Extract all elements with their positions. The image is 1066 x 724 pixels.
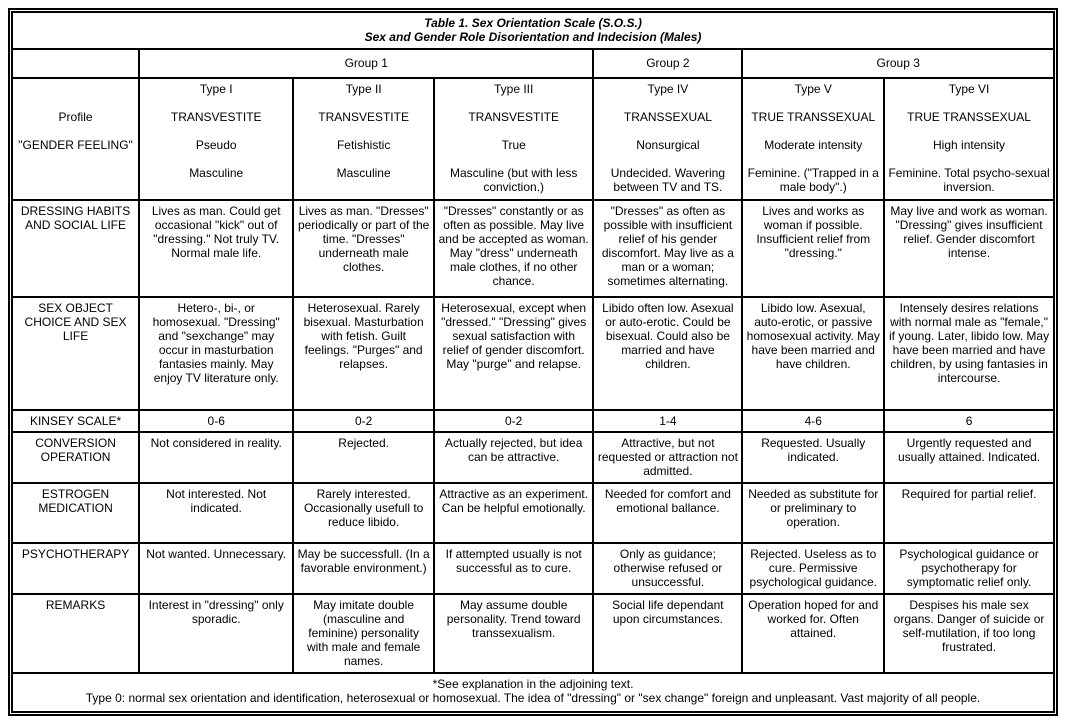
footnote-line-1: *See explanation in the adjoining text.	[432, 676, 634, 691]
footnote-line-2: Type 0: normal sex orientation and identification, heterosexual or homosexual. The idea of "dressing" or "sex change" foreign and unpleasant. Vast majority of all people.	[85, 690, 981, 705]
table-cell: 0-2	[293, 410, 434, 433]
table-cell: Lives and works as woman if possible. Insufficient relief from "dressing."	[742, 200, 884, 297]
table-cell: Heterosexual. Rarely bisexual. Masturbation with fetish. Guilt feelings. "Purges" and relapses.	[293, 297, 434, 410]
row-header-sex-object-choice: SEX OBJECT CHOICE AND SEX LIFE	[12, 297, 139, 410]
type-label: Type III	[494, 81, 534, 96]
type-feeling: Masculine	[336, 165, 391, 180]
profile-cell-type-1	[139, 78, 293, 200]
type-name: TRUE TRANSSEXUAL	[751, 109, 876, 124]
title-line-2: Sex and Gender Role Disorientation and Indecision (Males)	[364, 30, 702, 44]
table-cell: If attempted usually is not successful as to cure.	[434, 543, 593, 593]
table-cell: Despises his male sex organs. Danger of suicide or self-mutilation, if too long frustrated.	[884, 594, 1054, 673]
table-cell: 6	[884, 410, 1054, 433]
group-2-header: Group 2	[593, 49, 742, 78]
row-header-remarks: REMARKS	[12, 594, 139, 673]
type-subtype: Nonsurgical	[636, 137, 700, 152]
group-header-row	[12, 49, 1054, 78]
table-cell: Not considered in reality.	[139, 432, 293, 482]
type-subtype: True	[501, 137, 526, 152]
row-header-dressing-habits: DRESSING HABITS AND SOCIAL LIFE	[12, 200, 139, 297]
title-line-1: Table 1. Sex Orientation Scale (S.O.S.)	[424, 16, 642, 30]
table-cell: Libido often low. Asexual or auto-erotic. Could be bisexual. Could also be married and have children.	[593, 297, 742, 410]
type-label: Type V	[794, 81, 832, 96]
table-outer-border	[8, 8, 1058, 716]
table-cell: Rejected.	[293, 432, 434, 482]
table-cell: May live and work as woman. "Dressing" gives insufficient relief. Gender discomfort intense.	[884, 200, 1054, 297]
type-label: Type VI	[948, 81, 990, 96]
table-title	[12, 12, 1054, 49]
type-feeling: Feminine. Total psycho-sexual inversion.	[888, 165, 1050, 194]
sex-orientation-scale-table	[11, 11, 1055, 713]
type-name: TRUE TRANSSEXUAL	[907, 109, 1031, 124]
type-subtype: Pseudo	[195, 137, 237, 152]
type-subtype: High intensity	[933, 137, 1006, 152]
profile-row	[12, 78, 1054, 200]
table-cell: Interest in "dressing" only sporadic.	[139, 594, 293, 673]
table-cell: Actually rejected, but idea can be attractive.	[434, 432, 593, 482]
type-name: TRANSVESTITE	[318, 109, 409, 124]
table-cell: Hetero-, bi-, or homosexual. "Dressing" and "sexchange" may occur in masturbation fantasies mainly. May enjoy TV literature only.	[139, 297, 293, 410]
table-cell: Lives as man. "Dresses" periodically or part of the time. "Dresses" underneath male clothes.	[293, 200, 434, 297]
row-header-profile	[12, 78, 139, 200]
table-cell: Rarely interested. Occasionally usefull to reduce libido.	[293, 483, 434, 544]
type-name: TRANSSEXUAL	[623, 109, 712, 124]
table-cell: 0-2	[434, 410, 593, 433]
profile-cell-type-3	[434, 78, 593, 200]
table-cell: Requested. Usually indicated.	[742, 432, 884, 482]
type-feeling: Masculine (but with less conviction.)	[449, 165, 578, 194]
psychotherapy-row	[12, 543, 1054, 593]
table-cell: Not wanted. Unnecessary.	[139, 543, 293, 593]
table-cell: Only as guidance; otherwise refused or unsuccessful.	[593, 543, 742, 593]
table-cell: 1-4	[593, 410, 742, 433]
table-cell: Needed for comfort and emotional ballance.	[593, 483, 742, 544]
table-cell: Not interested. Not indicated.	[139, 483, 293, 544]
estrogen-medication-row	[12, 483, 1054, 544]
title-row	[12, 12, 1054, 49]
dressing-habits-row	[12, 200, 1054, 297]
table-cell: Intensely desires relations with normal male as "female," if young. Later, libido low. May have been married and have children, by using fantasies in intercourse.	[884, 297, 1054, 410]
profile-header-line-1: Profile	[58, 109, 93, 124]
type-label: Type IV	[647, 81, 689, 96]
row-header-psychotherapy: PSYCHOTHERAPY	[12, 543, 139, 593]
type-feeling: Feminine. ("Trapped in a male body".)	[747, 165, 879, 194]
profile-header-line-2: "GENDER FEELING"	[18, 137, 133, 152]
profile-cell-type-5	[742, 78, 884, 200]
table-cell: Operation hoped for and worked for. Often attained.	[742, 594, 884, 673]
remarks-row	[12, 594, 1054, 673]
group-1-header: Group 1	[139, 49, 593, 78]
table-cell: 0-6	[139, 410, 293, 433]
type-label: Type I	[199, 81, 233, 96]
table-cell: Urgently requested and usually attained. Indicated.	[884, 432, 1054, 482]
type-name: TRANSVESTITE	[468, 109, 560, 124]
group-header-empty-cell	[12, 49, 139, 78]
table-cell: Needed as substitute for or preliminary to operation.	[742, 483, 884, 544]
table-cell: Attractive as an experiment. Can be helpful emotionally.	[434, 483, 593, 544]
footnote-row	[12, 673, 1054, 712]
table-cell: "Dresses" as often as possible with insufficient relief of his gender discomfort. May live as a man or a woman; sometimes alternating.	[593, 200, 742, 297]
table-cell: May assume double personality. Trend toward transsexualism.	[434, 594, 593, 673]
table-cell: "Dresses" constantly or as often as possible. May live and be accepted as woman. May "dress" underneath male clothes, if no other chance.	[434, 200, 593, 297]
conversion-operation-row	[12, 432, 1054, 482]
type-name: TRANSVESTITE	[170, 109, 262, 124]
kinsey-scale-row	[12, 410, 1054, 433]
type-subtype: Fetishistic	[336, 137, 391, 152]
row-header-conversion-operation: CONVERSION OPERATION	[12, 432, 139, 482]
table-cell: Attractive, but not requested or attraction not admitted.	[593, 432, 742, 482]
row-header-estrogen-medication: ESTROGEN MEDICATION	[12, 483, 139, 544]
table-cell: May be successfull. (In a favorable environment.)	[293, 543, 434, 593]
table-cell: Rejected. Useless as to cure. Permissive psychological guidance.	[742, 543, 884, 593]
profile-cell-type-6	[884, 78, 1054, 200]
type-feeling: Undecided. Wavering between TV and TS.	[610, 165, 726, 194]
group-3-header: Group 3	[742, 49, 1054, 78]
type-label: Type II	[345, 81, 382, 96]
row-header-kinsey-scale: KINSEY SCALE*	[12, 410, 139, 433]
profile-cell-type-4	[593, 78, 742, 200]
table-cell: Required for partial relief.	[884, 483, 1054, 544]
table-cell: Libido low. Asexual, auto-erotic, or passive homosexual activity. May have been married and have children.	[742, 297, 884, 410]
type-feeling: Masculine	[189, 165, 244, 180]
table-cell: Heterosexual, except when "dressed." "Dressing" gives sexual satisfaction with relief of gender discomfort. May "purge" and relapse.	[434, 297, 593, 410]
table-cell: 4-6	[742, 410, 884, 433]
table-footnotes	[12, 673, 1054, 712]
table-cell: Psychological guidance or psychotherapy for symptomatic relief only.	[884, 543, 1054, 593]
table-cell: Social life dependant upon circumstances.	[593, 594, 742, 673]
sex-object-choice-row	[12, 297, 1054, 410]
table-cell: May imitate double (masculine and feminine) personality with male and female names.	[293, 594, 434, 673]
profile-cell-type-2	[293, 78, 434, 200]
table-cell: Lives as man. Could get occasional "kick" out of "dressing." Not truly TV. Normal male life.	[139, 200, 293, 297]
type-subtype: Moderate intensity	[764, 137, 863, 152]
